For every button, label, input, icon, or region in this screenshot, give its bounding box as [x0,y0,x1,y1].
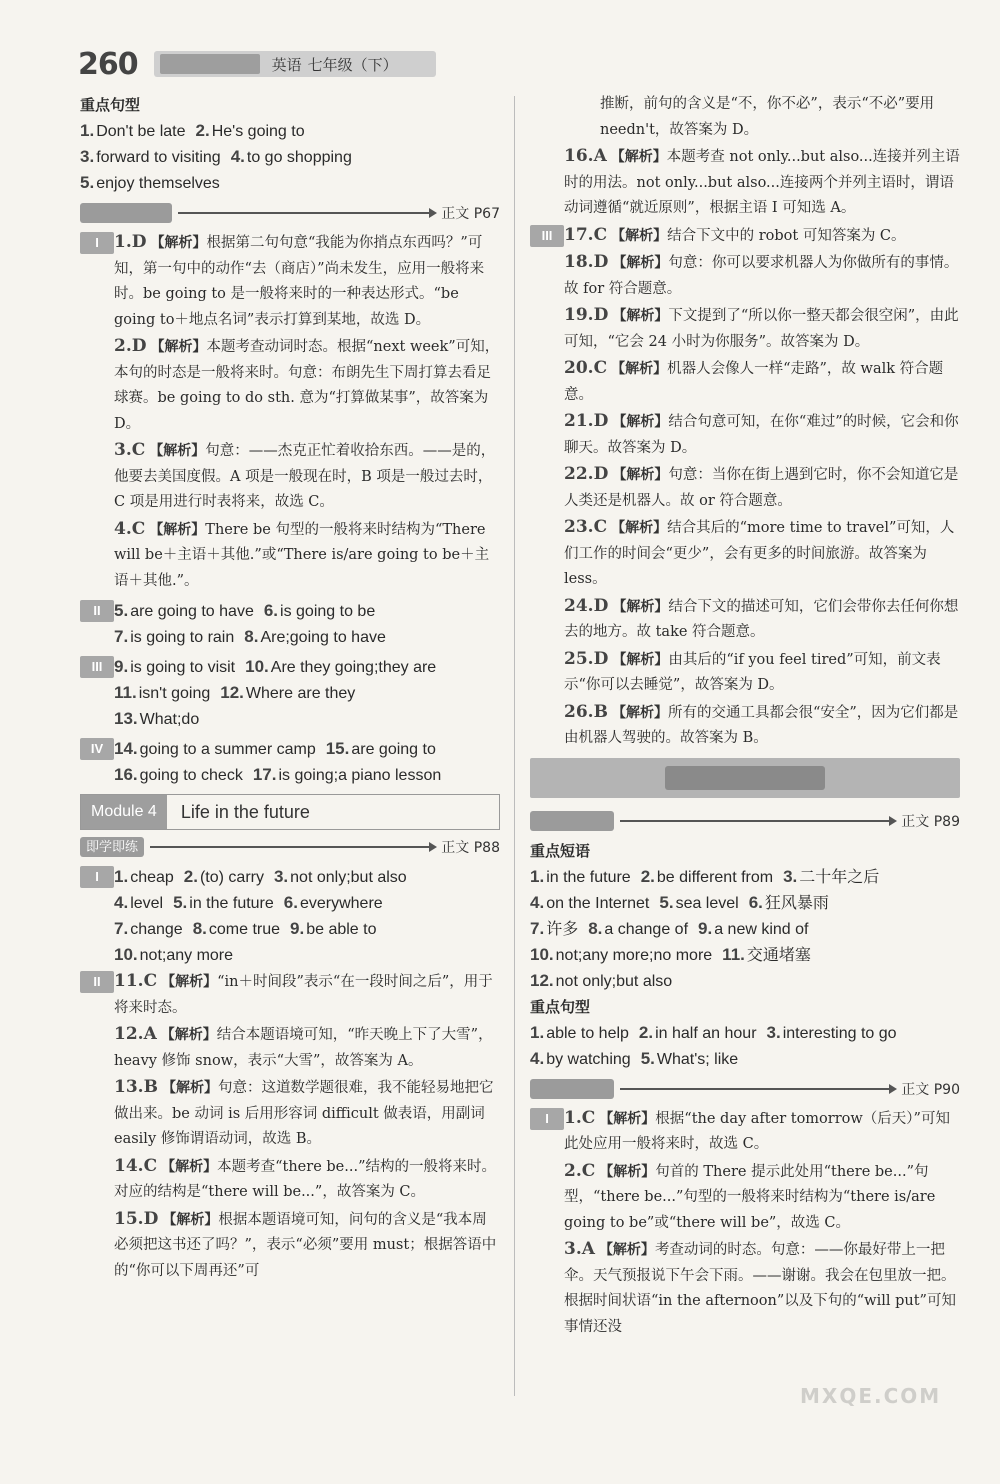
answer-item [530,1237,960,1340]
answer-number: 6. [748,892,763,912]
analysis-label: 【解析】 [612,308,669,324]
column-divider [514,96,515,1396]
answer-text: to go shopping [246,149,352,166]
answer-item [530,1106,960,1158]
answer-text: going to a summer camp [139,741,316,758]
answer-item [530,409,960,461]
answer-number: 6. [283,893,298,912]
explanation-text: 本题考查动词时态。根据“next week”可知，本句的时态是一般将来时。句意：布朗先生下周打算去看足球赛。be going to do sth. 意为“打算做某事”，故答案为 D。 [114,339,500,432]
answer-text: is going to rain [130,629,235,646]
explanation-text: 句意：当你在街上遇到它时，你不会知道它是人类还是机器人。故 or 符合题意。 [564,467,959,509]
answer-line [80,706,500,732]
answer-line [530,916,960,942]
section-tag [530,1079,614,1099]
answer-text: isn't going [138,685,211,702]
analysis-label: 【解析】 [611,704,668,721]
watermark [800,1384,970,1444]
right-column [530,92,960,1340]
answer-number: 1. [114,867,129,886]
arrow-icon [150,846,435,848]
analysis-label: 【解析】 [611,520,668,536]
answer-number: 17.C [564,224,608,245]
answer-pairs [80,170,230,196]
answer-text: a change of [604,920,689,938]
header-grade: 七年级（下） [307,56,398,74]
answer-pairs [114,680,365,706]
answer-body [564,594,960,646]
answer-number: 9. [114,657,129,676]
answer-text: able to help [546,1024,629,1042]
answer-pairs [114,706,209,732]
analysis-label: 【解析】 [612,598,669,615]
answer-text: in the future [546,868,631,886]
answer-number: 2. [640,866,655,886]
answer-number: 12.A [114,1024,157,1044]
section-banner [530,758,960,798]
answer-text: 狂风暴雨 [764,894,829,912]
answer-number: 5. [80,173,95,192]
answer-item [530,223,960,250]
answer-line [80,736,500,762]
answer-pairs [114,942,243,968]
explanation-text: 句意：你可以要求机器人为你做所有的事情。故 for 符合题意。 [564,255,959,297]
reference-row [530,1076,960,1102]
answer-text: Are;going to have [260,629,386,646]
answer-number: 21.D [564,411,609,431]
answer-line [80,624,500,650]
answer-number: 18.D [564,252,609,272]
answer-pairs [530,864,889,890]
analysis-label: 【解析】 [150,235,207,251]
answer-number: 15.D [114,1208,159,1229]
answer-text: He's going to [211,123,305,140]
question-type-mark: III [530,225,564,247]
answer-item [80,1207,500,1285]
explanation-text: 本题考查“there be...”结构的一般将来时。对应的结构是“there will be...”，故答案为 C。 [114,1158,496,1200]
answer-body [564,1159,960,1237]
answer-number: 15. [325,739,350,758]
explanation-text: “in＋时间段”表示“在一段时间之后”，用于将来时态。 [114,974,493,1016]
answer-body [564,1237,960,1340]
explanation-text: 根据第二句句意“我能为你捎点东西吗？”可知，第一句中的动作“去（商店）”尚未发生，应用一般将来时。be going to 是一般将来时的一种表达形式。“be going to＋地点名词”表示打算到某地，故选 D。 [114,235,485,328]
answer-line [530,1020,960,1046]
answer-body [114,230,500,333]
answer-pairs [530,890,839,916]
explanation-text: 由其后的“if you feel tired”可知，前文表示“你可以去睡觉”，故答案为 D。 [564,651,941,693]
answer-line [530,864,960,890]
answer-number: 10. [245,657,269,676]
analysis-label: 【解析】 [149,521,206,538]
answer-pairs [530,1020,907,1046]
answer-text: 交通堵塞 [746,946,811,964]
section-tag [80,203,172,223]
page-header [78,44,436,84]
analysis-label: 【解析】 [611,361,668,377]
answer-number: 12. [530,970,554,990]
explanation-text: 根据“the day after tomorrow（后天）”可知此处应用一般将来时，故选 C。 [564,1110,950,1152]
answer-number: 2. [195,121,210,140]
brand-logo [160,54,260,74]
answer-number: 4. [530,1048,545,1068]
answer-line [80,864,500,890]
answer-number: 7. [114,919,129,938]
answer-body [564,700,960,752]
answer-number: 2.C [564,1160,596,1181]
answer-number: 3. [80,147,95,166]
explanation-text: 结合其后的“more time to travel”可知，人们工作的时间会“更少”，会有更多的时间旅游。故答案为 less。 [564,520,955,587]
answer-line [530,942,960,968]
explanation-text: 句首的 There 提示此处用“there be...”句型，“there be...”句型的一般将来时结构为“there is/are going to be”或“there will be”，故选 C。 [564,1163,936,1231]
question-type-mark: IV [80,738,114,760]
answer-item [80,1075,500,1153]
module-header [80,794,500,830]
answer-item [80,1022,500,1074]
answer-text: in the future [189,895,274,912]
question-type-mark: II [80,971,114,993]
answer-body [564,462,960,514]
answer-number: 2. [183,867,198,886]
answer-body [114,1075,500,1153]
answer-body [114,1154,500,1206]
answer-text: not;any more;no more [555,946,713,964]
answer-number: 4. [114,893,129,912]
answer-item [80,517,500,595]
arrow-icon [620,1088,895,1090]
answer-body [564,356,960,408]
answer-number: 11.C [114,971,158,991]
answer-item [530,700,960,752]
answer-item [80,969,500,1021]
answer-text: are going to have [130,603,254,620]
answer-body [114,969,500,1021]
answer-text: enjoy themselves [96,175,220,192]
answer-number: 2.D [114,336,147,356]
answer-number: 24.D [564,595,609,616]
answer-text: everywhere [299,895,383,912]
reference-row [530,808,960,834]
analysis-label: 【解析】 [610,149,667,165]
answer-line [80,118,500,144]
answer-text: Where are they [245,685,356,702]
answer-text: 二十年之后 [799,868,880,886]
analysis-label: 【解析】 [599,1163,656,1180]
answer-item [80,230,500,333]
answer-pairs [114,654,446,680]
answer-number: 9. [698,918,713,938]
answer-number: 8. [244,627,259,646]
answer-body [114,438,500,516]
answer-body [564,1106,960,1158]
answer-item [530,356,960,408]
answer-text: on the Internet [546,894,650,912]
answer-body [564,223,960,250]
answer-number: 1. [80,121,95,140]
answer-text: not only;but also [555,972,673,990]
fill-group [80,736,500,788]
answer-line [80,942,500,968]
analysis-label: 【解析】 [161,1158,218,1175]
question-type-mark: II [80,600,114,622]
answer-number: 13.B [114,1077,158,1097]
answer-item [530,144,960,222]
answer-text: a new kind of [714,920,809,938]
reference-row [80,834,500,860]
explanation-text: 机器人会像人一样“走路”，故 walk 符合题意。 [564,361,944,403]
answer-number: 6. [263,601,279,620]
arrow-icon [178,212,435,214]
answer-body [564,515,960,593]
answer-line [80,170,500,196]
analysis-label: 【解析】 [611,227,668,244]
answer-text: What's; like [656,1050,739,1068]
answer-pairs [80,144,362,170]
page-reference: 正文 P90 [901,1081,960,1098]
explanation-text: 句意：——杰克正忙着收拾东西。——是的，他要去美国度假。A 项是一般现在时，B 项是一般过去时，C 项是用进行时表将来，故选 C。 [114,443,496,510]
analysis-label: 【解析】 [599,1110,656,1127]
answer-line [80,680,500,706]
answer-number: 3. [783,866,798,886]
answer-number: 16.A [564,146,607,166]
answer-item [530,462,960,514]
answer-item [80,334,500,437]
answer-text: be different from [656,868,774,886]
module-title: Life in the future [180,801,310,822]
answer-number: 7. [114,627,129,646]
analysis-label: 【解析】 [612,467,669,483]
answer-item [530,1159,960,1237]
answer-body [564,303,960,355]
answer-line [80,916,500,942]
answer-pairs [114,736,446,762]
page-reference: 正文 P88 [441,840,500,856]
analysis-label: 【解析】 [162,1211,219,1228]
answer-pairs [530,942,821,968]
answer-body [114,1022,500,1074]
analysis-label: 【解析】 [150,339,207,355]
section-title: 重点短语 [530,841,591,860]
answer-line [530,890,960,916]
explanation-text: 结合句意可知，在你“难过”的时候，它会和你聊天。故答案为 D。 [564,414,959,456]
answer-text: are going to [351,741,436,758]
answer-number: 26.B [564,701,608,722]
explanation-text: 下文提到了“所以你一整天都会很空闲”，由此可知，“它会 24 小时为你服务”。故答案为 D。 [564,308,959,350]
answer-number: 19.D [564,305,609,325]
answer-line [80,890,500,916]
answer-body [564,647,960,699]
answer-number: 10. [530,944,554,964]
page-reference: 正文 P67 [441,206,500,222]
header-bar [154,51,436,77]
answer-line [530,1046,960,1072]
section-title: 重点句型 [80,96,141,114]
analysis-label: 【解析】 [612,414,669,430]
answer-number: 1. [530,866,545,886]
answer-item [530,250,960,302]
explanation-text: 结合下文中的 robot 可知答案为 C。 [667,227,906,244]
watermark-text: MXQE.COM [800,1384,942,1408]
answer-line [80,762,500,788]
section-tag: 即学即练 [80,837,144,857]
answer-number: 3.A [564,1239,595,1259]
answer-text: in half an hour [655,1024,757,1042]
answer-line [80,144,500,170]
answer-pairs [114,762,451,788]
answer-body [114,517,500,595]
answer-text: is going;a piano lesson [278,767,442,784]
answer-line [80,598,500,624]
answer-number: 9. [290,919,305,938]
answer-number: 3. [273,867,289,886]
answer-item [530,647,960,699]
answer-pairs [114,624,396,650]
answer-number: 1.D [114,232,147,252]
analysis-label: 【解析】 [160,1027,217,1043]
answer-text: be able to [306,921,377,938]
explanation-text: There be 句型的一般将来时结构为“There will be＋主语＋其他.”或“There is/are going to be＋主语＋其他.”。 [114,521,490,589]
answer-line [530,968,960,994]
answer-pairs [114,864,417,890]
fill-group [80,598,500,650]
explanation-text: 结合本题语境可知，“昨天晚上下了大雪”，heavy 修饰 snow，表示“大雪”，故答案为 A。 [114,1027,493,1069]
answer-text: What;do [139,711,200,728]
answer-text: sea level [675,894,739,912]
answer-number: 4. [530,892,545,912]
explanation-text: 结合下文的描述可知，它们会带你去任何你想去的地方。故 take 符合题意。 [564,598,959,640]
answer-number: 11. [722,944,745,964]
answer-number: 7. [530,918,545,938]
answer-item [80,1154,500,1206]
answer-number: 5. [640,1048,655,1068]
answer-text: going to check [139,767,243,784]
answer-number: 13. [114,709,138,728]
page-number: 260 [78,46,138,82]
page-reference: 正文 P89 [901,813,960,830]
answer-pairs [530,916,818,942]
answer-body [564,144,960,222]
answer-number: 17. [252,765,277,784]
question-type-mark: I [80,232,114,254]
answer-number: 3. [766,1022,781,1042]
analysis-label: 【解析】 [598,1242,655,1258]
answer-number: 25.D [564,648,609,669]
answer-continuation [530,92,960,143]
question-type-mark: I [530,1108,564,1130]
answer-line [80,654,500,680]
answer-number: 16. [114,765,138,784]
analysis-label: 【解析】 [612,651,669,668]
answer-text: cheap [130,869,174,886]
answer-pairs [114,598,385,624]
module-tag: Module 4 [81,795,167,829]
answer-body [114,334,500,437]
answer-number: 3.C [114,440,146,460]
answer-pairs [530,1046,748,1072]
answer-text: is going to visit [130,659,236,676]
answer-text: change [130,921,183,938]
answer-pairs [530,968,682,994]
section-tag [530,811,614,831]
answer-text: come true [208,921,281,938]
answer-number: 2. [638,1022,654,1042]
question-type-mark: III [80,656,114,678]
answer-item [530,303,960,355]
answer-number: 4. [230,147,245,166]
answer-item [80,438,500,516]
analysis-label: 【解析】 [612,255,669,271]
answer-number: 8. [588,918,603,938]
reference-row [80,200,500,226]
answer-pairs [80,118,315,144]
section-title: 重点句型 [530,997,591,1016]
analysis-label: 【解析】 [161,1080,218,1096]
answer-number: 10. [114,945,138,964]
answer-body [564,250,960,302]
answer-number: 22.D [564,464,609,484]
answer-pairs [114,916,386,942]
answer-text: not;any more [139,947,234,964]
answer-item [530,515,960,593]
answer-number: 23.C [564,517,608,537]
answer-text: is going to be [280,603,376,620]
answer-text: (to) carry [199,869,264,886]
answer-number: 11. [114,683,137,702]
explanation-text: 本题考查 not only...but also...连接并列主语时的用法。not only...but also...连接两个并列主语时，谓语动词遵循“就近原则”，根据主语 I 可知选 A。 [564,149,960,216]
explanation-text: 根据本题语境可知，问句的含义是“我本周必须把这书还了吗？”，表示“必须”要用 must；根据答语中的“你可以下周再还”可 [114,1211,497,1279]
explanation-text: 句意：这道数学题很难，我不能轻易地把它做出来。be 动词 is 后用形容词 difficult 做表语，用副词 easily 修饰谓语动词，故选 B。 [114,1080,494,1147]
answer-number: 4.C [114,518,146,539]
answer-text: Don't be late [96,123,186,140]
arrow-icon [620,820,895,822]
answer-text: interesting to go [782,1024,897,1042]
answer-number: 14.C [114,1155,158,1176]
answer-number: 1. [530,1022,545,1042]
answer-number: 5. [173,893,188,912]
answer-number: 20.C [564,358,608,378]
answer-text: not only;but also [290,869,407,886]
answer-item [530,594,960,646]
explanation-text: 推断，前句的含义是“不，你不必”，表示“不必”要用 needn't，故答案为 D。 [600,96,935,138]
fill-group [80,654,500,732]
answer-text: Are they going;they are [270,659,437,676]
answer-body [564,409,960,461]
analysis-label: 【解析】 [161,974,218,990]
answer-number: 12. [220,683,244,702]
analysis-label: 【解析】 [149,443,206,459]
explanation-text: 所有的交通工具都会很“安全”，因为它们都是由机器人驾驶的。故答案为 B。 [564,704,959,746]
answer-number: 8. [192,919,207,938]
answer-text: 许多 [546,920,579,938]
left-column [80,92,500,1284]
question-type-mark: I [80,866,114,888]
answer-number: 5. [114,601,129,620]
header-subject: 英语 [271,56,302,74]
answer-pairs [114,890,393,916]
answer-number: 14. [114,739,138,758]
answer-body [114,1207,500,1285]
answer-number: 1.C [564,1107,596,1128]
explanation-text: 考查动词的时态。句意：——你最好带上一把伞。天气预报说下午会下雨。——谢谢。我会在包里放一把。根据时间状语“in the afternoon”以及下句的“will put”可知事情还没 [564,1242,956,1335]
answer-text: level [130,895,164,912]
answer-text: forward to visiting [96,149,221,166]
answer-text: by watching [546,1050,631,1068]
answer-number: 5. [659,892,674,912]
